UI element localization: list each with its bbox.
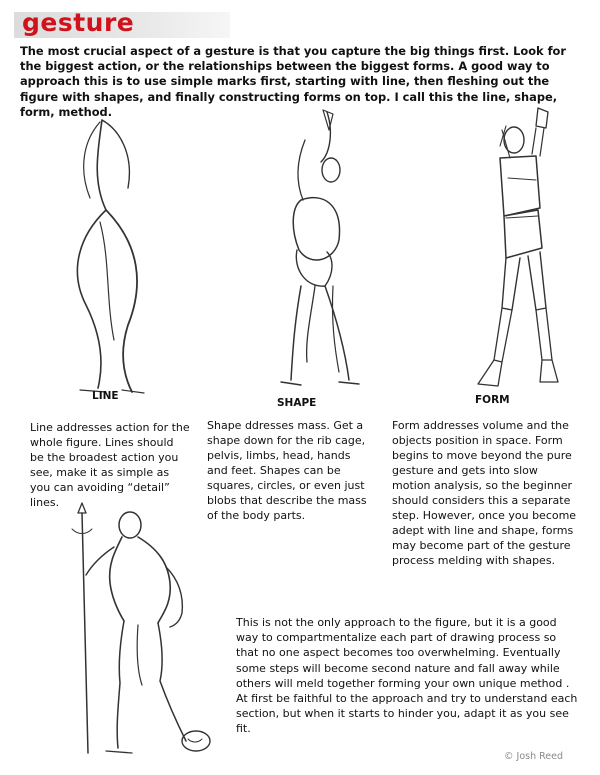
line-gesture-sketch	[40, 110, 170, 395]
form-label: FORM	[475, 394, 510, 406]
intro-paragraph: The most crucial aspect of a gesture is that you capture the big things first. Look for the biggest action, or the relationships between the biggest forms. A good way to approach this is to use simple marks first, starting with line, then fleshing out the figure with shapes, and finally constructing forms on top. I call this the line, shape, form, method.	[20, 44, 566, 119]
credit: © Josh Reed	[504, 751, 564, 762]
shape-gesture-sketch	[235, 100, 370, 395]
standing-figure-with-spear-sketch	[58, 503, 233, 760]
line-description: Line addresses action for the whole figure. Lines should be the broadest action you see, make it as simple as you can avoiding “detail” lines.	[30, 421, 190, 509]
page-title: gesture	[22, 8, 135, 37]
shape-label: SHAPE	[277, 397, 317, 409]
line-label: LINE	[92, 390, 119, 402]
shape-description: Shape ddresses mass. Get a shape down for the rib cage, pelvis, limbs, head, hands and feet. Shapes can be squares, circles, or even just blobs that describe the mass of the body parts.	[207, 419, 367, 522]
form-description: Form addresses volume and the objects position in space. Form begins to move beyond the pure gesture and gets into slow motion analysis, so the beginner should considers this a separate step. However, once you become adept with line and shape, forms may become part of the gesture process melding with shapes.	[392, 419, 577, 567]
form-gesture-sketch	[440, 98, 570, 398]
closing-paragraph: This is not the only approach to the figure, but it is a good way to compartmentalize each part of drawing process so that no one aspect becomes too overwhelming. Eventually some steps will become second nature and fall away while others will meld together forming your own unique method . At first be faithful to the approach and try to understand each section, but when it starts to hinder you, adapt it as you see fit.	[236, 616, 578, 736]
